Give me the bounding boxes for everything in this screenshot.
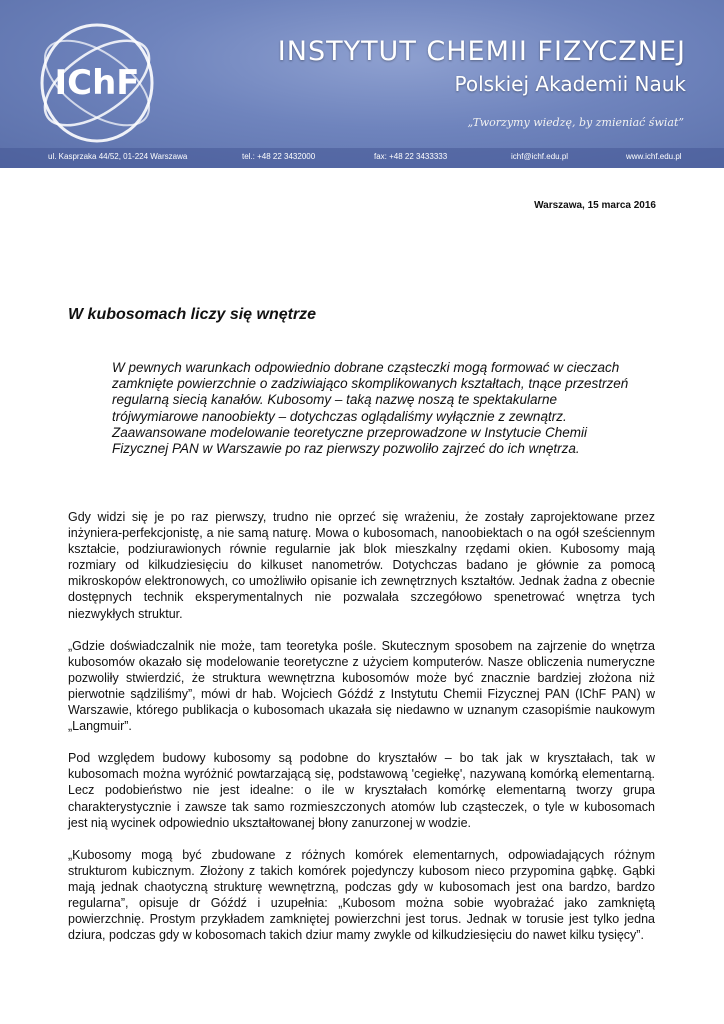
logo-text: IChF — [54, 63, 140, 103]
address: ul. Kasprzaka 44/52, 01-224 Warszawa — [48, 152, 188, 161]
body-paragraph: Pod względem budowy kubosomy są podobne do kryształów – bo tak jak w kryształach, tak w kubosomach można wyróżnić powtarzającą się, podstawową 'cegiełkę', nazywaną komórką elementarną. Lecz podobieństwo nie jest idealne: o ile w kryształach komórkę elementarną tworzy grupa charakterystycznie i zawsze tak samo rozmieszczonych atomów lub cząsteczek, o tyle w kubosomach jest nią wycinek odpowiednio ukształtowanej błony zanurzonej w wodzie. — [68, 751, 655, 830]
institute-name: INSTYTUT CHEMII FIZYCZNEJ — [277, 36, 686, 67]
fax: fax: +48 22 3433333 — [374, 152, 448, 161]
motto: „Tworzymy wiedzę, by zmieniać świat” — [467, 116, 684, 129]
lead-paragraph: W pewnych warunkach odpowiednio dobrane cząsteczki mogą formować w cieczach zamknięte powierzchnie o zadziwiająco skomplikowanych kształtach, tnące przestrzeń regularną siecią kanałów. Kubosomy – taką nazwę noszą te spektakularne trójwymiarowe nanoobiekty – dotychczas oglądaliśmy wyłącznie z zewnątrz. Zaawansowane modelowanie teoretyczne przeprowadzone w Instytucie Chemii Fizycznej PAN w Warszawie po raz pierwszy pozwoliło zajrzeć do ich wnętrza. — [112, 360, 629, 457]
body-paragraph: „Kubosomy mogą być zbudowane z różnych komórek elementarnych, odpowiadających różnym strukturom kubicznym. Złożony z takich komórek pojedynczy kubosom nieco przypomina gąbkę. Gąbki mają jednak chaotyczną strukturę wewnętrzną, podczas gdy w kubosomach jest ona bardzo, bardzo regularna”, opisuje dr Góźdź i uzupełnia: „Kubosom można sobie wyobrażać jako zamkniętą powierzchnię. Prostym przykładem zamkniętej powierzchni jest torus. Jednak w torusie jest tylko jedna dziura, podczas gdy w kobosomach takich dziur mamy zwykle od kilkudziesięciu do nawet kilku tysięcy”. — [68, 847, 655, 943]
letterhead — [0, 0, 724, 168]
body-paragraph: „Gdzie doświadczalnik nie może, tam teoretyka pośle. Skutecznym sposobem na zajrzenie do wnętrza kubosomów okazało się modelowanie teoretyczne z użyciem komputerów. Nasze obliczenia numeryczne pozwoliły stwierdzić, że struktura wewnętrzna kubosomów może być znacznie bardziej złożona niż pierwotnie sądziliśmy”, mówi dr hab. Wojciech Góźdź z Instytutu Chemii Fizycznej PAN (IChF PAN) w Warszawie, którego publikacja o kubosomach ukazała się niedawno w uznanym czasopiśmie naukowym „Langmuir”. — [68, 638, 655, 734]
phone: tel.: +48 22 3432000 — [242, 152, 316, 161]
document-date: Warszawa, 15 marca 2016 — [534, 200, 656, 211]
email: ichf@ichf.edu.pl — [511, 152, 569, 161]
website: www.ichf.edu.pl — [626, 152, 682, 161]
article-title: W kubosomach liczy się wnętrze — [68, 306, 317, 323]
ichf-logo — [32, 18, 162, 148]
body-paragraph: Gdy widzi się je po raz pierwszy, trudno nie oprzeć się wrażeniu, że zostały zaprojektowane przez inżyniera-perfekcjonistę, a nie samą naturę. Mowa o kubosomach, nanoobiektach o na ogół sześciennym kształcie, podziurawionych równie regularnie jak blok mieszkalny rzędami okien. Kubosomy mają rozmiary od kilkudziesięciu do kilkuset nanometrów. Dotychczas badano je głównie za pomocą mikroskopów elektronowych, co umożliwiło opisanie ich zewnętrznych kształtów. Jednak żadna z obecnie dostępnych technik eksperymentalnych nie pozwalała szczegółowo spenetrować wnętrza tych niezwykłych struktur. — [68, 510, 655, 621]
article-body — [68, 509, 655, 959]
academy-name: Polskiej Akademii Nauk — [454, 72, 686, 96]
